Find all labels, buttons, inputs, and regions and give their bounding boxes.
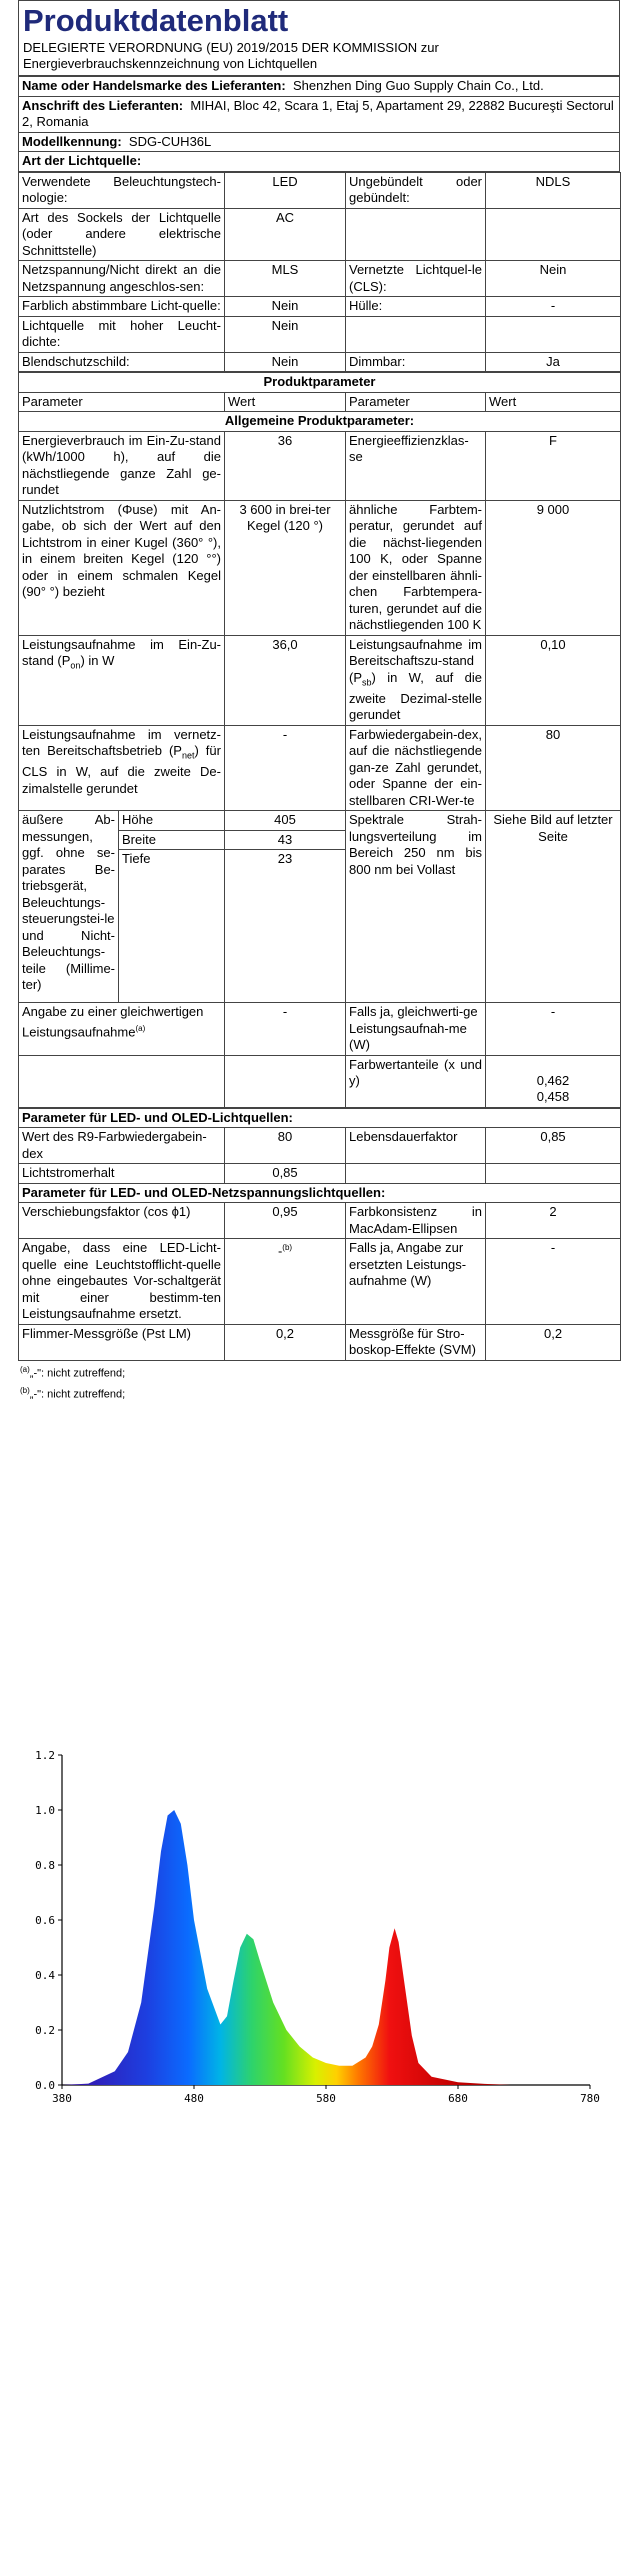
y-tick-label: 1.0	[35, 1804, 55, 1817]
equivalent-power-value: -	[225, 1003, 346, 1056]
stroboscopic-value: 0,2	[486, 1324, 621, 1360]
dimensions-label: äußere Ab-messungen, ggf. ohne se-parates Be-triebsgerät, Beleuchtungs-steuerungstei-le und Nicht-Beleuchtungs-teile (Millime-ter)	[19, 811, 119, 1003]
energy-class-label: Energieeffizienzklas-se	[346, 431, 486, 500]
general-params-heading: Allgemeine Produktparameter:	[19, 412, 621, 432]
model-row	[19, 132, 620, 152]
height-value: 405	[225, 811, 346, 831]
depth-value: 23	[225, 850, 346, 1003]
tunable-value: Nein	[225, 297, 346, 317]
empty-cell	[346, 316, 486, 352]
flicker-value: 0,2	[225, 1324, 346, 1360]
empty-cell	[486, 1164, 621, 1184]
stroboscopic-label: Messgröße für Stro-boskop-Effekte (SVM)	[346, 1324, 486, 1360]
x-tick-label: 580	[316, 2092, 336, 2105]
dimmable-value: Ja	[486, 352, 621, 372]
y-tick-label: 1.2	[35, 1749, 55, 1762]
energy-consumption-value: 36	[225, 431, 346, 500]
equivalent-power-label-2: Falls ja, gleichwerti-ge Leistungsaufnah-me (W)	[346, 1003, 486, 1056]
displacement-factor-label: Verschiebungsfaktor (cos ϕ1)	[19, 1203, 225, 1239]
x-tick-label: 480	[184, 2092, 204, 2105]
chromaticity-label: Farbwertanteile (x und y)	[346, 1055, 486, 1107]
r9-label: Wert des R9-Farbwiedergabein-dex	[19, 1128, 225, 1164]
depth-label: Tiefe	[119, 850, 225, 1003]
replacement-claim-value: -$^{(b)}$	[225, 1239, 346, 1325]
mains-value: MLS	[225, 261, 346, 297]
color-consistency-value: 2	[486, 1203, 621, 1239]
networked-standby-value: -	[225, 725, 346, 811]
high-luminance-value: Nein	[225, 316, 346, 352]
luminous-flux-value: 3 600 in brei-ter Kegel (120 °)	[225, 500, 346, 635]
supplier-address-row	[19, 96, 620, 132]
lumen-maintenance-value: 0,85	[225, 1164, 346, 1184]
x-tick-label: 780	[580, 2092, 600, 2105]
spectrum-svg	[20, 1745, 620, 2125]
empty-cell	[225, 1055, 346, 1107]
displacement-factor-value: 0,95	[225, 1203, 346, 1239]
page-subtitle: DELEGIERTE VERORDNUNG (EU) 2019/2015 DER KOMMISSION zur Energieverbrauchskennzeichnung von Lichtquellen	[18, 39, 620, 76]
supplier-name-row	[19, 77, 620, 97]
led-heading: Parameter für LED- und OLED-Lichtquellen:	[19, 1108, 621, 1128]
cls-label: Vernetzte Lichtquel-le (CLS):	[346, 261, 486, 297]
x-tick-label: 680	[448, 2092, 468, 2105]
params-heading: Produktparameter	[19, 373, 621, 393]
spectral-value: Siehe Bild auf letzter Seite	[486, 811, 621, 1003]
height-label: Höhe	[119, 811, 225, 831]
cct-label: ähnliche Farbtem-peratur, gerundet auf die nächst-liegenden 100 K, oder Spanne der einstellbaren ähnli-chen Farbtempera-turen, gerundet auf die nächstliegenden 100 K	[346, 500, 486, 635]
led-table	[18, 1108, 621, 1361]
on-power-label: Leistungsaufnahme im Ein-Zu-stand $(P_{on})$ in W	[19, 635, 225, 725]
directional-label: Ungebündelt oder gebündelt:	[346, 172, 486, 208]
cct-value: 9 000	[486, 500, 621, 635]
col-header-wert: Wert	[225, 392, 346, 412]
footnote-a: $^{(a)}$„-": nicht zutreffend;	[20, 1364, 126, 1380]
cri-label: Farbwiedergabein-dex, auf die nächstliegende gan-ze Zahl gerundet, oder Spanne der ein-stellbaren CRI-Wer-te	[346, 725, 486, 811]
cls-value: Nein	[486, 261, 621, 297]
socket-label: Art des Sockels der Lichtquelle (oder andere elektrische Schnittstelle)	[19, 208, 225, 261]
empty-cell	[486, 208, 621, 261]
model-value: SDG-CUH36L	[128, 133, 212, 149]
chromaticity-x: 0,462	[536, 1072, 570, 1088]
replacement-power-value: -	[486, 1239, 621, 1325]
chart-axes	[35, 1749, 600, 2105]
footnote-b: $^{(b)}$„-": nicht zutreffend;	[20, 1386, 126, 1401]
spectrum-area	[62, 1810, 511, 2085]
chromaticity-value	[486, 1055, 621, 1107]
empty-cell	[346, 1164, 486, 1184]
dimmable-label: Dimmbar:	[346, 352, 486, 372]
replacement-power-label: Falls ja, Angabe zur ersetzten Leistungs-aufnahme (W)	[346, 1239, 486, 1325]
chart-marks	[62, 1810, 511, 2085]
equivalent-power-value-2: -	[486, 1003, 621, 1056]
lightsource-heading: Art der Lichtquelle:	[19, 152, 620, 172]
glare-shield-label: Blendschutzschild:	[19, 352, 225, 372]
x-tick-label: 380	[52, 2092, 72, 2105]
equivalent-power-label: Angabe zu einer gleichwertigen Leistungsaufnahme$^{(a)}$	[19, 1003, 225, 1056]
empty-cell	[346, 208, 486, 261]
r9-value: 80	[225, 1128, 346, 1164]
envelope-value: -	[486, 297, 621, 317]
spectrum-chart	[20, 1745, 620, 2125]
replacement-claim-label: Angabe, dass eine LED-Licht-quelle eine Leuchtstofflicht-quelle ohne eingebautes Vor-schaltgerät mit einer bestimm-ten Leistungsaufnahme ersetzt.	[19, 1239, 225, 1325]
networked-standby-label: Leistungsaufnahme im vernetz-ten Bereitschaftsbetrieb $(P_{net})$ für CLS in W, auf die zweite De-zimalstelle gerundet	[19, 725, 225, 811]
page-title: Produktdatenblatt	[18, 0, 620, 39]
color-consistency-label: Farbkonsistenz in MacAdam-Ellipsen	[346, 1203, 486, 1239]
tunable-label: Farblich abstimmbare Licht-quelle:	[19, 297, 225, 317]
chromaticity-y: 0,458	[536, 1089, 570, 1105]
model-label: Modellkennung:	[22, 133, 122, 149]
y-tick-label: 0.2	[35, 2024, 55, 2037]
y-tick-label: 0.0	[35, 2079, 55, 2092]
supplier-name-label: Name oder Handelsmarke des Lieferanten:	[22, 78, 286, 93]
params-table	[18, 372, 621, 1108]
technology-label: Verwendete Beleuchtungstech-nologie:	[19, 172, 225, 208]
on-power-value: 36,0	[225, 635, 346, 725]
col-header-wert-2: Wert	[486, 392, 621, 412]
luminous-flux-label: Nutzlichtstrom (Φuse) mit An-gabe, ob sich der Wert auf den Lichtstrom in einer Kugel (360° °), in einem breiten Kegel (120 °°) oder in einem schmalen Kegel (90° °) bezieht	[19, 500, 225, 635]
col-header-param-2: Parameter	[346, 392, 486, 412]
empty-cell	[19, 1055, 225, 1107]
lightsource-table	[18, 172, 621, 373]
width-label: Breite	[119, 830, 225, 850]
col-header-param: Parameter	[19, 392, 225, 412]
data-sheet	[18, 0, 620, 1404]
empty-cell	[486, 316, 621, 352]
technology-value: LED	[225, 172, 346, 208]
envelope-label: Hülle:	[346, 297, 486, 317]
high-luminance-label: Lichtquelle mit hoher Leucht-dichte:	[19, 316, 225, 352]
y-tick-label: 0.6	[35, 1914, 55, 1927]
flicker-label: Flimmer-Messgröße (Pst LM)	[19, 1324, 225, 1360]
mains-label: Netzspannung/Nicht direkt an die Netzspannung angeschlos-sen:	[19, 261, 225, 297]
y-tick-label: 0.4	[35, 1969, 55, 1982]
lifetime-factor-value: 0,85	[486, 1128, 621, 1164]
mains-heading: Parameter für LED- und OLED-Netzspannungslichtquellen:	[19, 1183, 621, 1203]
energy-class-value: F	[486, 431, 621, 500]
width-value: 43	[225, 830, 346, 850]
lifetime-factor-label: Lebensdauerfaktor	[346, 1128, 486, 1164]
y-tick-label: 0.8	[35, 1859, 55, 1872]
directional-value: NDLS	[486, 172, 621, 208]
glare-shield-value: Nein	[225, 352, 346, 372]
supplier-table	[18, 76, 620, 172]
socket-value: AC	[225, 208, 346, 261]
cri-value: 80	[486, 725, 621, 811]
standby-power-value: 0,10	[486, 635, 621, 725]
energy-consumption-label: Energieverbrauch im Ein-Zu-stand (kWh/1000 h), auf die nächstliegende ganze Zahl ge-rundet	[19, 431, 225, 500]
lumen-maintenance-label: Lichtstromerhalt	[19, 1164, 225, 1184]
supplier-address-value: MIHAI, Bloc 42, Scara 1, Etaj 5, Apartament 29, 22882 Bucureşti Sectorul 2, Romania	[22, 97, 614, 129]
spectral-label: Spektrale Strah-lungsverteilung im Bereich 250 nm bis 800 nm bei Vollast	[346, 811, 486, 1003]
supplier-address-label: Anschrift des Lieferanten:	[22, 97, 184, 113]
standby-power-label: Leistungsaufnahme im Bereitschaftszu-stand $(P_{sb})$ in W, auf die zweite Dezimal-stelle gerundet	[346, 635, 486, 725]
supplier-name-value: Shenzhen Ding Guo Supply Chain Co., Ltd.	[292, 78, 544, 93]
